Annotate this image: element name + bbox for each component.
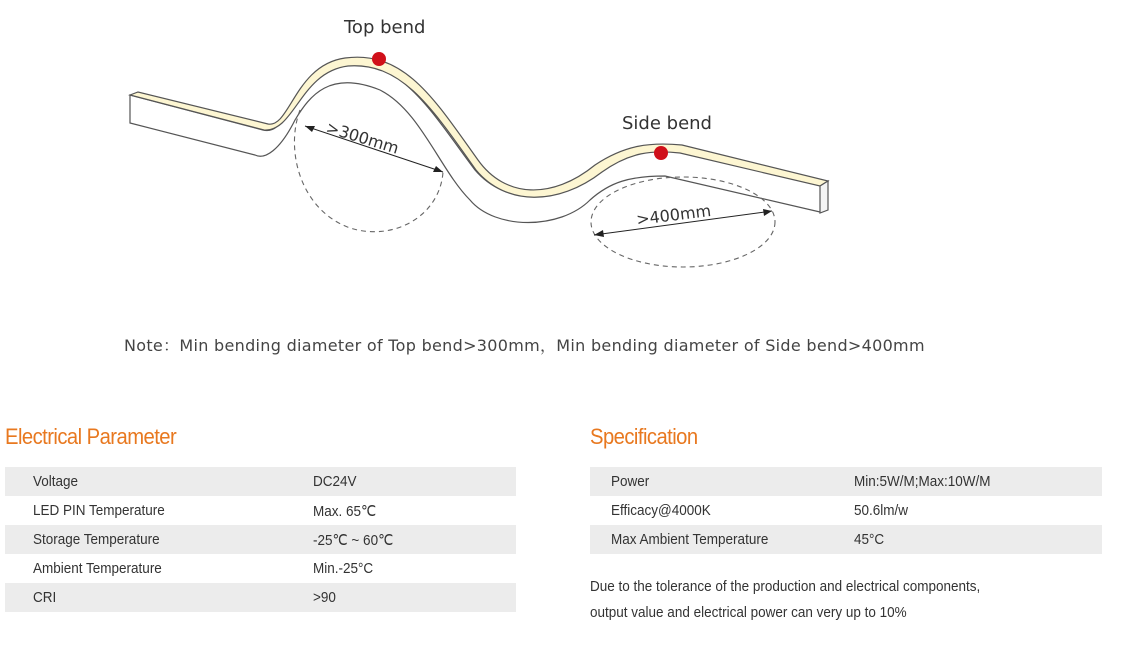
bending-note: Note：Min bending diameter of Top bend>300mm，Min bending diameter of Side bend>400mm xyxy=(124,336,925,355)
param-value: Max. 65℃ xyxy=(313,502,377,520)
param-label: CRI xyxy=(33,589,57,606)
electrical-parameter-title: Electrical Parameter xyxy=(5,424,177,449)
arrowhead xyxy=(433,166,443,172)
spec-value: Min:5W/M;Max:10W/M xyxy=(854,473,991,490)
table-row xyxy=(590,496,1102,525)
strip-side-face xyxy=(130,64,828,223)
top-bend-marker xyxy=(372,52,386,66)
footnote-line-1: Due to the tolerance of the production and electrical components, xyxy=(590,578,981,595)
table-row xyxy=(5,496,516,525)
spec-value: 50.6lm/w xyxy=(854,502,909,519)
top-diameter-label: >300mm xyxy=(323,117,402,158)
side-bend-marker xyxy=(654,146,668,160)
spec-label: Max Ambient Temperature xyxy=(611,531,769,548)
bending-diagram xyxy=(0,0,1128,300)
top-bend-label: Top bend xyxy=(344,17,426,38)
param-label: LED PIN Temperature xyxy=(33,502,165,519)
arrowhead xyxy=(305,126,315,132)
footnote-line-2: output value and electrical power can very up to 10% xyxy=(590,604,907,621)
electrical-parameter-table xyxy=(5,467,516,612)
spec-value: 45°C xyxy=(854,531,885,548)
table-row xyxy=(590,525,1102,554)
strip-end-face xyxy=(820,181,828,213)
spec-label: Efficacy@4000K xyxy=(611,502,711,519)
arrowhead xyxy=(763,209,772,216)
table-row xyxy=(590,467,1102,496)
param-label: Ambient Temperature xyxy=(33,560,162,577)
param-value: >90 xyxy=(313,589,336,606)
param-value: DC24V xyxy=(313,473,357,490)
tolerance-footnote xyxy=(590,574,980,626)
table-row xyxy=(5,554,516,583)
table-row xyxy=(5,583,516,612)
table-row xyxy=(5,467,516,496)
spec-label: Power xyxy=(611,473,650,490)
specification-title: Specification xyxy=(590,424,698,449)
param-label: Storage Temperature xyxy=(33,531,160,548)
param-value: Min.-25°C xyxy=(313,560,374,577)
side-diameter-label: >400mm xyxy=(635,200,713,229)
table-row xyxy=(5,525,516,554)
param-value: -25℃ ~ 60℃ xyxy=(313,531,394,549)
specification-table xyxy=(590,467,1102,554)
side-bend-label: Side bend xyxy=(622,113,712,134)
arrowhead xyxy=(594,230,604,237)
param-label: Voltage xyxy=(33,473,79,490)
